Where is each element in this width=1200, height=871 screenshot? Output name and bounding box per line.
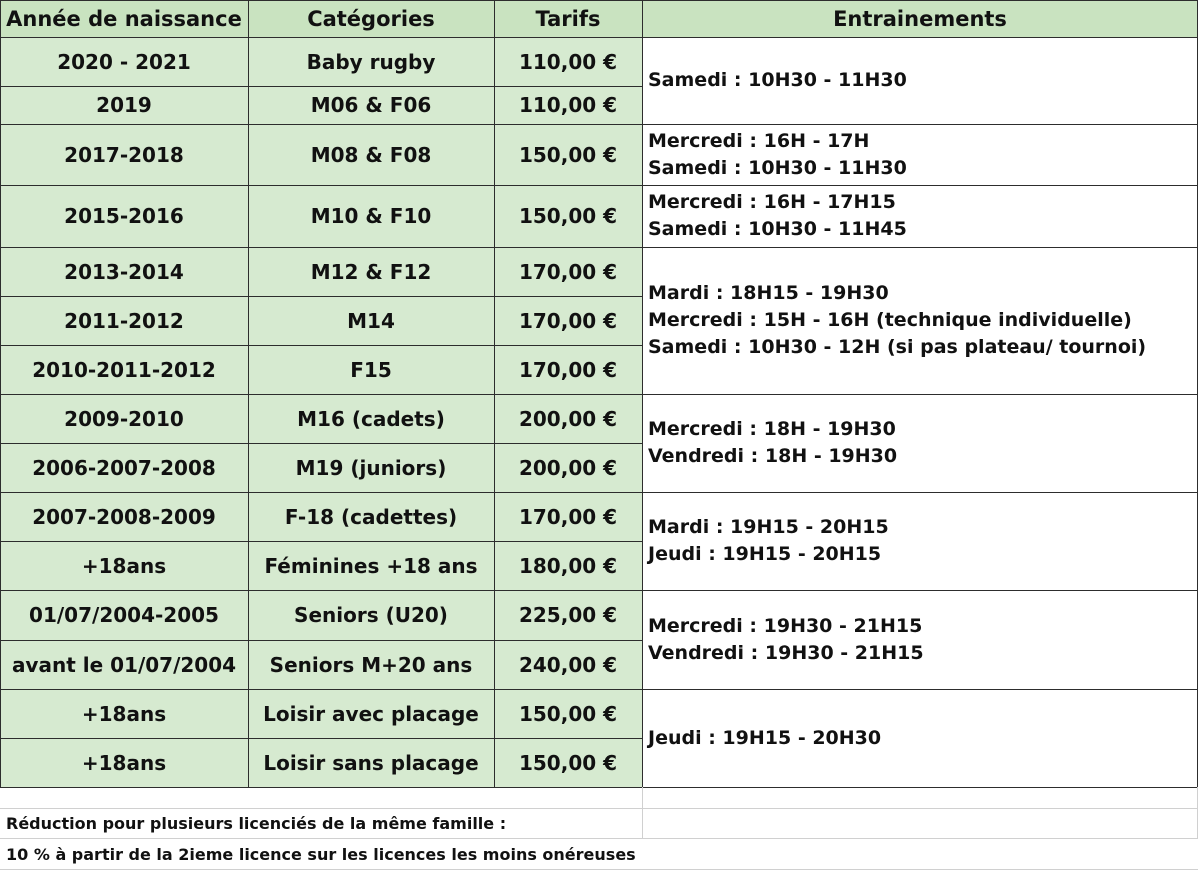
sheet-gridline [0,869,1198,870]
grid-line-horizontal [0,492,642,493]
grid-line-horizontal [642,590,1198,591]
training-schedule-lines [648,67,907,94]
birth-year-cell: 2015-2016 [0,185,248,247]
training-schedule-cell [642,590,1198,689]
price-cell: 150,00 € [494,738,642,787]
table-row [0,492,642,541]
grid-line-horizontal [0,345,642,346]
price-cell: 170,00 € [494,492,642,541]
price-cell: 240,00 € [494,640,642,689]
training-schedule-line: Mercredi : 15H - 16H (technique individuelle) [648,309,1132,331]
grid-line-horizontal [642,185,1198,186]
grid-line-horizontal [642,247,1198,248]
category-cell: F-18 (cadettes) [248,492,494,541]
sheet-gridline [642,787,643,839]
birth-year-cell: avant le 01/07/2004 [0,640,248,689]
training-schedule-line: Jeudi : 19H15 - 20H30 [648,726,882,749]
birth-year-cell: 2019 [0,86,248,124]
category-cell: M14 [248,296,494,345]
grid-line-horizontal [0,689,642,690]
table-row [0,590,642,640]
grid-line-horizontal [0,124,642,125]
training-schedule-line: Mardi : 18H15 - 19H30 [648,282,889,304]
training-schedule-cell [642,492,1198,590]
training-schedule-line: Mercredi : 19H30 - 21H15 [648,614,923,637]
training-schedule-line: Mardi : 19H15 - 20H15 [648,516,889,538]
training-schedule-cell [642,37,1198,124]
price-cell: 225,00 € [494,590,642,640]
header-category: Catégories [248,0,494,37]
category-cell: F15 [248,345,494,394]
training-schedule-lines [648,280,1146,361]
table-row [0,689,642,738]
training-schedule-lines [648,613,924,667]
grid-line-horizontal [0,185,642,186]
training-schedule-lines [648,514,889,568]
training-schedule-lines [648,416,897,470]
sheet-gridline [1197,787,1198,839]
training-schedule-cell [642,124,1198,185]
price-cell: 150,00 € [494,124,642,185]
birth-year-cell: 01/07/2004-2005 [0,590,248,640]
birth-year-cell: +18ans [0,541,248,590]
header-training: Entrainements [642,0,1198,37]
grid-line-horizontal [0,247,642,248]
grid-line-horizontal [0,296,642,297]
birth-year-cell: 2009-2010 [0,394,248,443]
birth-year-cell: 2007-2008-2009 [0,492,248,541]
grid-line-horizontal [642,689,1198,690]
grid-line-horizontal [0,590,642,591]
training-schedule-line: Jeudi : 19H15 - 20H15 [648,543,882,565]
training-schedule-line: Mercredi : 16H - 17H15 [648,191,896,213]
birth-year-cell: +18ans [0,689,248,738]
price-cell: 170,00 € [494,296,642,345]
grid-line-horizontal [0,443,642,444]
training-schedule-line: Vendredi : 18H - 19H30 [648,445,898,467]
birth-year-cell: 2011-2012 [0,296,248,345]
grid-line-horizontal [0,0,642,1]
grid-line-horizontal [0,541,642,542]
table-row [0,443,642,492]
training-schedule-line: Vendredi : 19H30 - 21H15 [648,641,924,664]
birth-year-cell: 2006-2007-2008 [0,443,248,492]
category-cell: M12 & F12 [248,247,494,296]
birth-year-cell: 2020 - 2021 [0,37,248,86]
category-cell: Seniors M+20 ans [248,640,494,689]
grid-line-horizontal [642,0,1198,1]
training-schedule-lines [648,189,907,243]
birth-year-cell: 2013-2014 [0,247,248,296]
grid-line-horizontal [0,37,642,38]
category-cell: Seniors (U20) [248,590,494,640]
grid-line-horizontal [0,640,642,641]
table-row [0,738,642,787]
birth-year-cell: +18ans [0,738,248,787]
table-row [0,541,642,590]
grid-line-horizontal [0,86,642,87]
category-cell: M10 & F10 [248,185,494,247]
table-row [0,296,642,345]
category-cell: M19 (juniors) [248,443,494,492]
category-cell: Féminines +18 ans [248,541,494,590]
table-row [0,394,642,443]
family-discount-title: Réduction pour plusieurs licenciés de la même famille : [6,813,507,833]
training-schedule-line: Samedi : 10H30 - 11H45 [648,218,907,240]
training-schedule-cell [642,689,1198,787]
training-schedule-cell [642,185,1198,247]
category-cell: M16 (cadets) [248,394,494,443]
grid-line-horizontal [642,787,1198,788]
training-schedule-line: Samedi : 10H30 - 11H30 [648,156,907,179]
header-price: Tarifs [494,0,642,37]
price-cell: 110,00 € [494,37,642,86]
table-row [0,247,642,296]
table-row [0,345,642,394]
table-row [0,86,642,124]
header-birth-year: Année de naissance [0,0,248,37]
price-cell: 200,00 € [494,443,642,492]
training-schedule-cell [642,247,1198,394]
grid-line-horizontal [642,394,1198,395]
category-cell: Loisir avec placage [248,689,494,738]
grid-line-horizontal [642,37,1198,38]
grid-line-horizontal [0,394,642,395]
birth-year-cell: 2017-2018 [0,124,248,185]
training-schedule-line: Samedi : 10H30 - 12H (si pas plateau/ tournoi) [648,336,1147,358]
training-schedule-line: Mercredi : 18H - 19H30 [648,418,896,440]
category-cell: Baby rugby [248,37,494,86]
table-row [0,37,642,86]
price-cell: 170,00 € [494,345,642,394]
training-schedule-line: Samedi : 10H30 - 11H30 [648,69,907,91]
table-row [0,185,642,247]
price-cell: 110,00 € [494,86,642,124]
sheet-gridline [0,838,1198,839]
family-discount-detail: 10 % à partir de la 2ieme licence sur les licences les moins onéreuses [6,844,636,864]
price-cell: 200,00 € [494,394,642,443]
category-cell: M06 & F06 [248,86,494,124]
price-cell: 150,00 € [494,185,642,247]
category-cell: Loisir sans placage [248,738,494,787]
price-cell: 180,00 € [494,541,642,590]
category-cell: M08 & F08 [248,124,494,185]
sheet-gridline [0,808,1198,809]
grid-line-horizontal [642,124,1198,125]
grid-line-horizontal [642,492,1198,493]
grid-line-horizontal [0,787,642,788]
table-row [0,124,642,185]
birth-year-cell: 2010-2011-2012 [0,345,248,394]
training-schedule-cell [642,394,1198,492]
training-schedule-line: Mercredi : 16H - 17H [648,129,870,152]
training-schedule-lines [648,128,907,182]
price-cell: 170,00 € [494,247,642,296]
training-schedule-lines [648,725,881,752]
price-cell: 150,00 € [494,689,642,738]
grid-line-horizontal [0,738,642,739]
table-row [0,640,642,689]
